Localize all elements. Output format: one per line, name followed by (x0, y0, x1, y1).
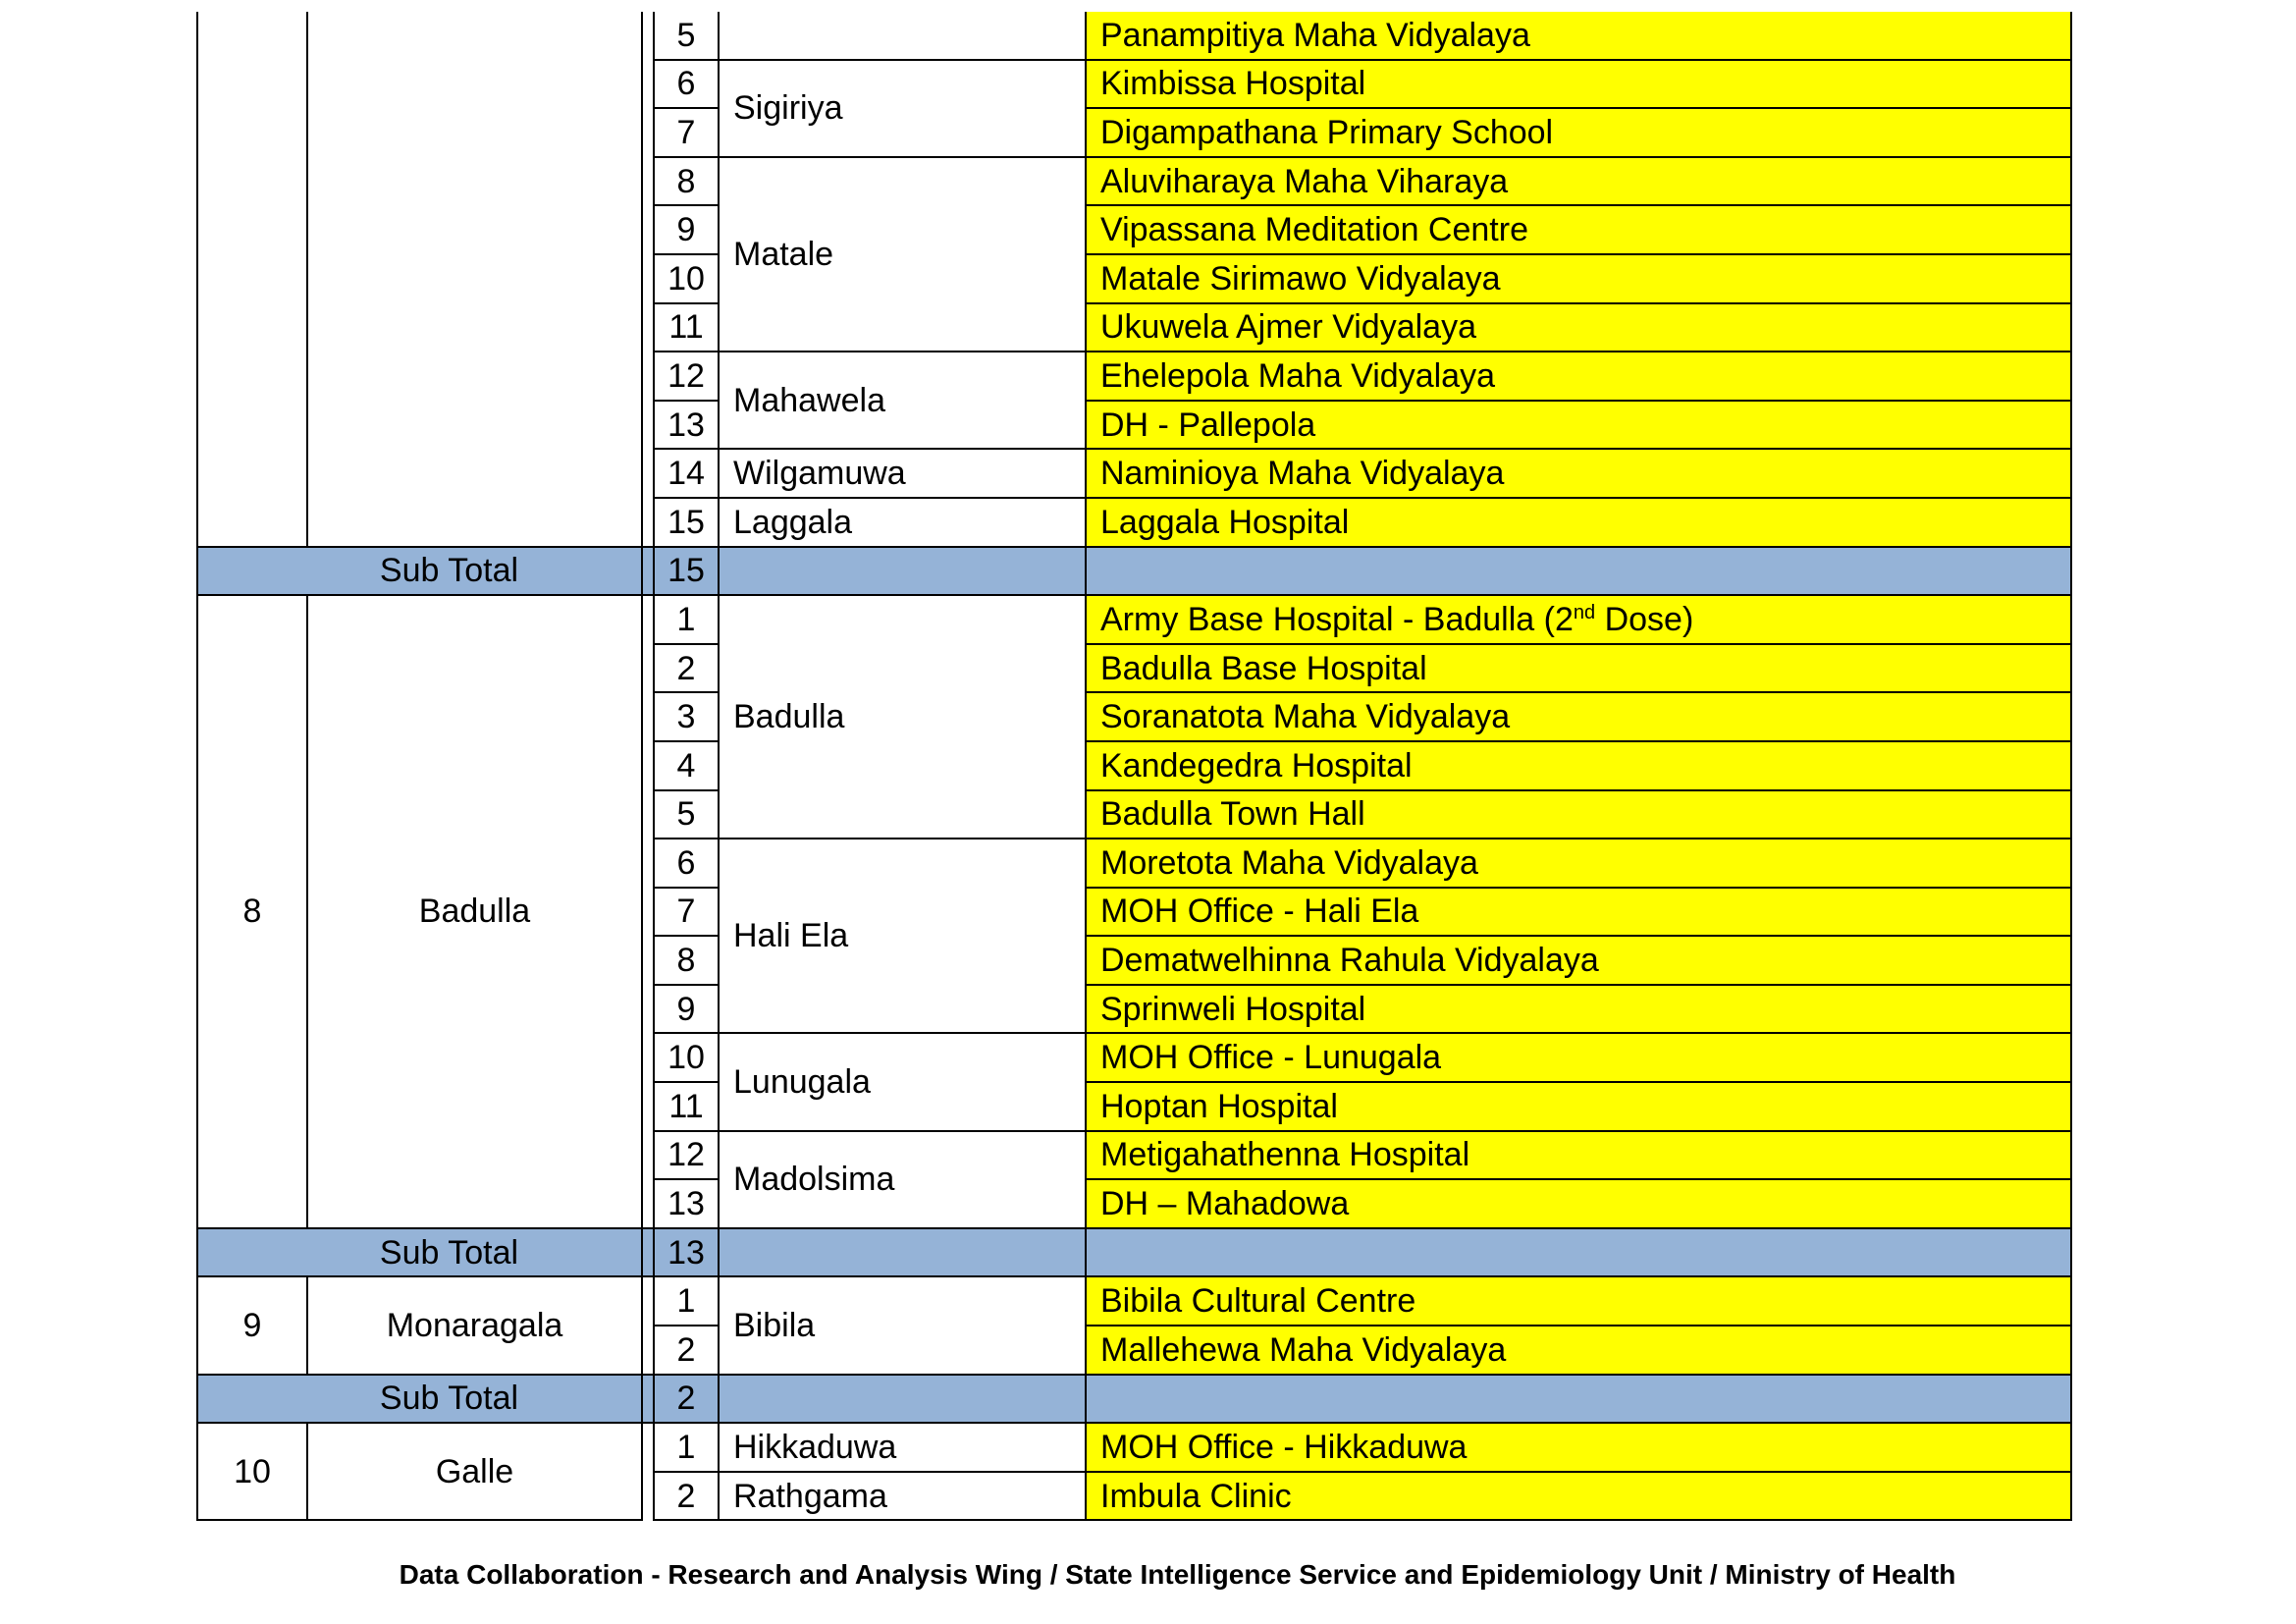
subtotal-row (197, 1228, 2071, 1277)
row-number: 12 (654, 1131, 719, 1180)
moh-area-cell: Mahawela (719, 352, 1086, 449)
moh-area-cell: Madolsima (719, 1131, 1086, 1228)
moh-area-cell: Sigiriya (719, 60, 1086, 157)
moh-area-cell: Rathgama (719, 1472, 1086, 1521)
moh-area-cell: Badulla (719, 595, 1086, 839)
moh-area-cell: Lunugala (719, 1033, 1086, 1130)
centre-name: Matale Sirimawo Vidyalaya (1086, 254, 2071, 303)
centre-name: Ukuwela Ajmer Vidyalaya (1086, 303, 2071, 352)
table-row (197, 595, 2071, 644)
subtotal-row (197, 547, 2071, 596)
row-number: 15 (654, 498, 719, 547)
centre-name: Kimbissa Hospital (1086, 60, 2071, 109)
centre-name: Hoptan Hospital (1086, 1082, 2071, 1131)
moh-area-cell: Laggala (719, 498, 1086, 547)
district-name-cell: Monaragala (307, 1276, 642, 1374)
row-number: 9 (654, 205, 719, 254)
row-number: 5 (654, 12, 719, 60)
centre-name: Laggala Hospital (1086, 498, 2071, 547)
table-row (197, 12, 2071, 60)
subtotal-value: 15 (654, 547, 719, 596)
vaccination-centres-table (196, 12, 2072, 1521)
row-number: 13 (654, 1179, 719, 1228)
moh-area-cell: Matale (719, 157, 1086, 352)
moh-area-cell: Hikkaduwa (719, 1423, 1086, 1472)
centre-name: Moretota Maha Vidyalaya (1086, 839, 2071, 888)
centre-name: Army Base Hospital - Badulla (2nd Dose) (1086, 595, 2071, 644)
centre-name: Vipassana Meditation Centre (1086, 205, 2071, 254)
row-number: 2 (654, 1326, 719, 1375)
moh-area-cell: Wilgamuwa (719, 449, 1086, 498)
row-number: 7 (654, 888, 719, 937)
row-number: 4 (654, 741, 719, 790)
row-number: 1 (654, 1423, 719, 1472)
row-number: 10 (654, 1033, 719, 1082)
subtotal-label: Sub Total (197, 1228, 642, 1277)
row-number: 6 (654, 839, 719, 888)
row-number: 5 (654, 790, 719, 839)
centre-name: Badulla Town Hall (1086, 790, 2071, 839)
row-number: 9 (654, 985, 719, 1034)
row-number: 11 (654, 1082, 719, 1131)
district-no-cell: 10 (197, 1423, 307, 1520)
row-number: 3 (654, 692, 719, 741)
centre-name: MOH Office - Hikkaduwa (1086, 1423, 2071, 1472)
district-name-cell (307, 12, 642, 547)
subtotal-value: 13 (654, 1228, 719, 1277)
row-number: 13 (654, 401, 719, 450)
centre-name: Badulla Base Hospital (1086, 644, 2071, 693)
row-number: 2 (654, 1472, 719, 1521)
centre-name: Digampathana Primary School (1086, 108, 2071, 157)
centre-name: Aluviharaya Maha Viharaya (1086, 157, 2071, 206)
row-number: 1 (654, 595, 719, 644)
centre-name: Panampitiya Maha Vidyalaya (1086, 12, 2071, 60)
row-number: 10 (654, 254, 719, 303)
subtotal-label: Sub Total (197, 1375, 642, 1424)
row-number: 1 (654, 1276, 719, 1326)
centre-name: DH – Mahadowa (1086, 1179, 2071, 1228)
table-row (197, 1276, 2071, 1326)
centre-name: Mallehewa Maha Vidyalaya (1086, 1326, 2071, 1375)
district-name-cell: Galle (307, 1423, 642, 1520)
row-number: 2 (654, 644, 719, 693)
centre-name: Imbula Clinic (1086, 1472, 2071, 1521)
row-number: 6 (654, 60, 719, 109)
centre-name: Metigahathenna Hospital (1086, 1131, 2071, 1180)
centre-name: MOH Office - Hali Ela (1086, 888, 2071, 937)
row-number: 12 (654, 352, 719, 401)
centre-name: Sprinweli Hospital (1086, 985, 2071, 1034)
district-no-cell: 8 (197, 595, 307, 1228)
row-number: 11 (654, 303, 719, 352)
centre-name: Bibila Cultural Centre (1086, 1276, 2071, 1326)
moh-area-cell: Hali Ela (719, 839, 1086, 1033)
centre-name: MOH Office - Lunugala (1086, 1033, 2071, 1082)
district-name-cell: Badulla (307, 595, 642, 1228)
district-no-cell: 9 (197, 1276, 307, 1374)
subtotal-value: 2 (654, 1375, 719, 1424)
centre-name: DH - Pallepola (1086, 401, 2071, 450)
district-no-cell (197, 12, 307, 547)
centre-name: Kandegedra Hospital (1086, 741, 2071, 790)
moh-area-cell (719, 12, 1086, 60)
centre-name: Ehelepola Maha Vidyalaya (1086, 352, 2071, 401)
centre-name: Naminioya Maha Vidyalaya (1086, 449, 2071, 498)
centre-name: Soranatota Maha Vidyalaya (1086, 692, 2071, 741)
row-number: 7 (654, 108, 719, 157)
centre-name: Dematwelhinna Rahula Vidyalaya (1086, 936, 2071, 985)
table-row (197, 1423, 2071, 1472)
row-number: 8 (654, 157, 719, 206)
subtotal-label: Sub Total (197, 547, 642, 596)
row-number: 14 (654, 449, 719, 498)
subtotal-row (197, 1375, 2071, 1424)
moh-area-cell: Bibila (719, 1276, 1086, 1374)
row-number: 8 (654, 936, 719, 985)
page-footer: Data Collaboration - Research and Analysis Wing / State Intelligence Service and Epidemiology Unit / Ministry of Health (399, 1559, 1956, 1590)
